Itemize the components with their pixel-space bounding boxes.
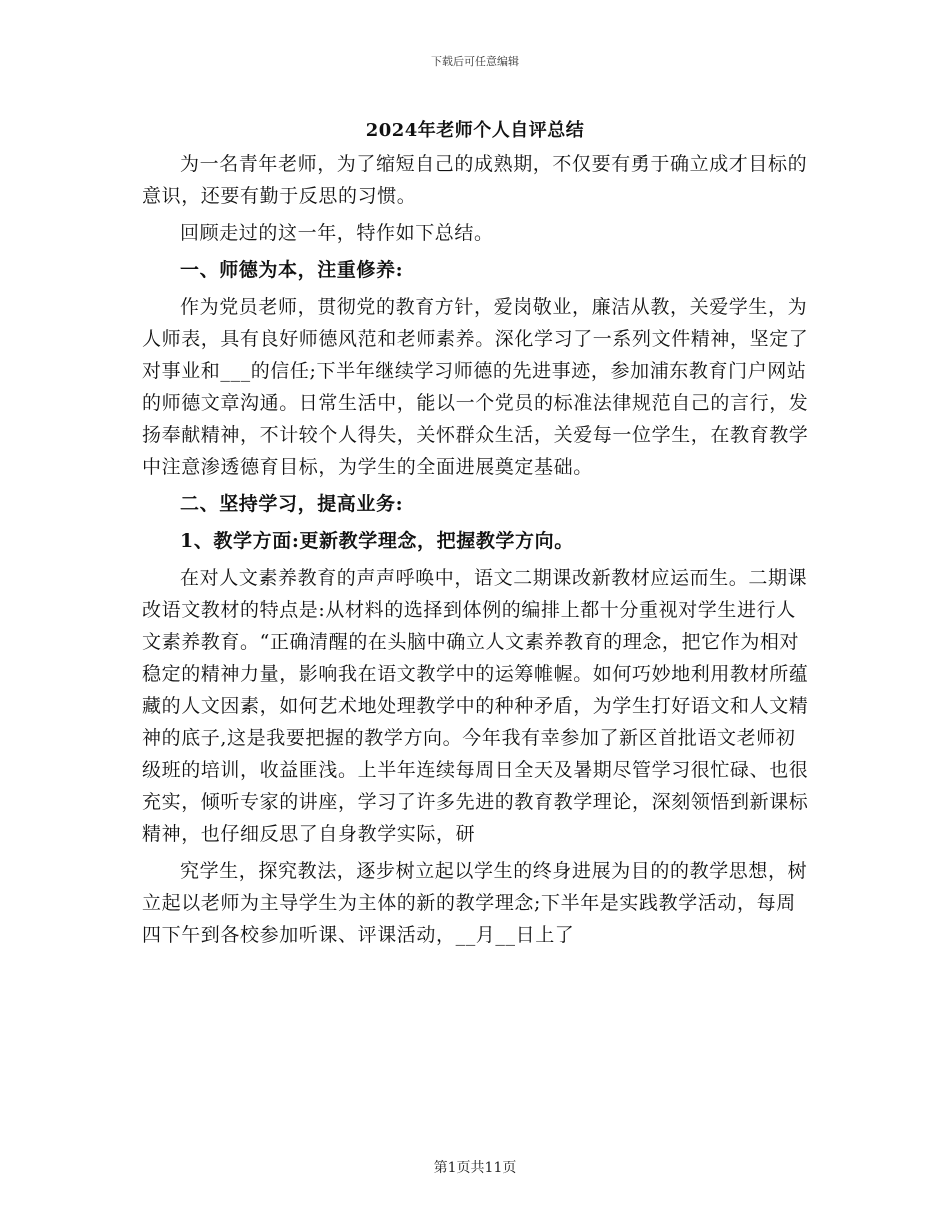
paragraph-intro: 为一名青年老师，为了缩短自己的成熟期，不仅要有勇于确立成才目标的意识，还要有勤于反思的习惯。 [142, 153, 808, 207]
page-footer: 第1页共11页 [433, 1160, 517, 1176]
section-heading-2: 二、坚持学习，提高业务: [180, 493, 404, 515]
page-header: 下载后可任意编辑 [431, 55, 519, 68]
section-heading-1: 一、师德为本，注重修养: [180, 259, 404, 281]
paragraph-ethics: 作为党员老师，贯彻党的教育方针，爱岗敬业，廉洁从教，关爱学生，为人师表，具有良好师德风范和老师素养。深化学习了一系列文件精神，坚定了对事业和___的信任;下半年继续学习师德的先进事迹，参加浦东教育门户网站的师德文章沟通。日常生活中，能以一个党员的标准法律规范自己的言行，发扬奉献精神，不计较个人得失，关怀群众生活，关爱每一位学生，在教育教学中注意渗透德育目标，为学生的全面进展奠定基础。 [142, 296, 809, 478]
document-title: 2024年老师个人自评总结 [365, 120, 585, 141]
paragraph-teaching: 在对人文素养教育的声声呼唤中，语文二期课改新教材应运而生。二期课改语文教材的特点是:从材料的选择到体例的编排上都十分重视对学生进行人文素养教育。“正确清醒的在头脑中确立人文素养教育的理念，把它作为相对稳定的精神力量，影响我在语文教学中的运筹帷幄。如何巧妙地利用教材所蕴藏的人文因素，如何艺术地处理教学中的种种矛盾，为学生打好语文和人文精神的底子,这是我要把握的教学方向。今年我有幸参加了新区首批语文老师初级班的培训，收益匪浅。上半年连续每周日全天及暑期尽管学习很忙碌、也很充实，倾听专家的讲座，学习了许多先进的教育教学理论，深刻领悟到新课标精神，也仔细反思了自身教学实际，研 [142, 567, 809, 845]
paragraph-review: 回顾走过的这一年，特作如下总结。 [180, 222, 494, 244]
document-body [142, 148, 810, 951]
subsection-heading-1: 1、教学方面:更新教学理念，把握教学方向。 [180, 530, 574, 552]
paragraph-practice: 究学生，探究教法，逐步树立起以学生的终身进展为目的的教学思想，树立起以老师为主导学生为主体的新的教学理念;下半年是实践教学活动，每周四下午到各校参加听课、评课活动，__月__日上了 [142, 860, 808, 946]
